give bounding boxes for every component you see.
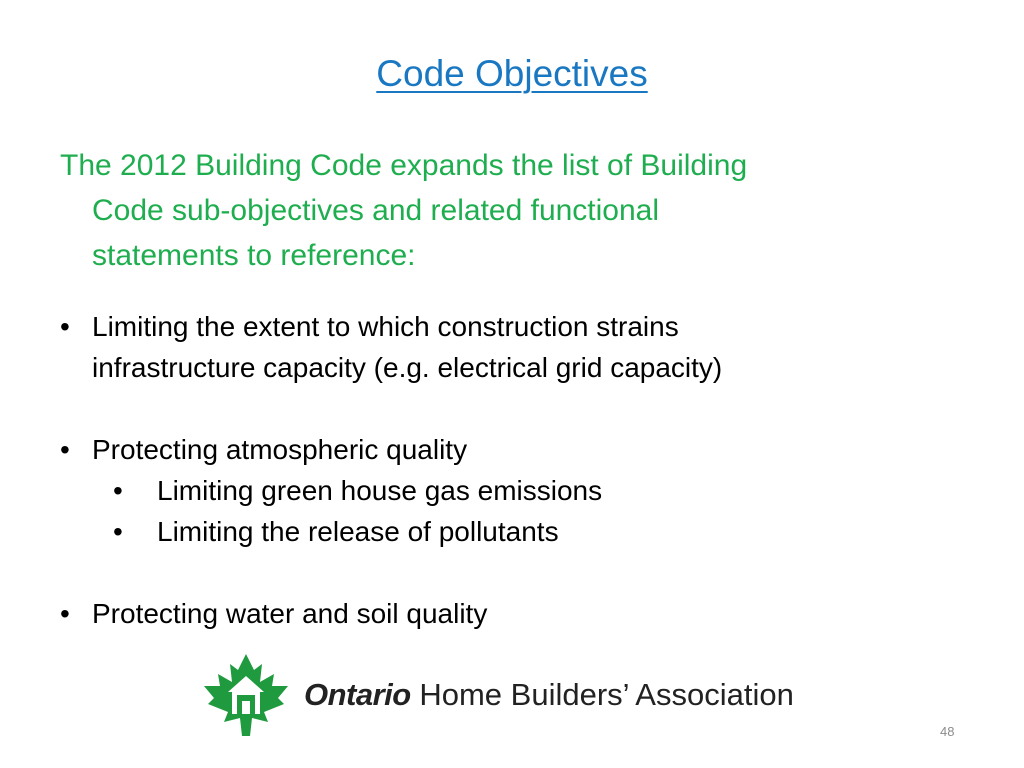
- bullet-text: Protecting atmospheric quality: [92, 434, 468, 465]
- intro-line: Code sub-objectives and related functional: [92, 194, 660, 227]
- sub-bullet-item: [60, 511, 980, 552]
- logo-brand: Ontario: [304, 677, 411, 712]
- bullet-item: [60, 429, 980, 470]
- page-number: 48: [940, 724, 955, 739]
- logo-wordmark: [304, 677, 794, 713]
- sub-bullet-text: Limiting green house gas emissions: [157, 475, 603, 506]
- bullet-dot-icon: •: [113, 475, 123, 506]
- spacer: [60, 388, 980, 429]
- bullet-dot-icon: •: [60, 434, 70, 465]
- house-door-shape: [242, 701, 250, 714]
- logo-org-name: Home Builders’ Association: [419, 677, 794, 712]
- bullet-dot-icon: •: [60, 598, 70, 629]
- bullet-text: Limiting the extent to which construction strains: [92, 311, 679, 342]
- bullet-item: [60, 593, 980, 634]
- spacer: [60, 552, 980, 593]
- bullet-dot-icon: •: [60, 311, 70, 342]
- sub-bullet-item: [60, 470, 980, 511]
- intro-line: The 2012 Building Code expands the list of Building: [60, 149, 748, 182]
- ohba-logo: [202, 650, 794, 740]
- bullet-text: Protecting water and soil quality: [92, 598, 488, 629]
- bullet-text-continued: infrastructure capacity (e.g. electrical grid capacity): [92, 352, 723, 383]
- bullet-item: [60, 306, 980, 347]
- maple-leaf-house-icon: [202, 652, 290, 738]
- bullet-list: [60, 306, 980, 634]
- bullet-dot-icon: •: [113, 516, 123, 547]
- intro-line: statements to reference:: [92, 239, 416, 272]
- sub-bullet-text: Limiting the release of pollutants: [157, 516, 559, 547]
- slide-title: Code Objectives: [376, 53, 648, 94]
- intro-paragraph: [60, 143, 960, 278]
